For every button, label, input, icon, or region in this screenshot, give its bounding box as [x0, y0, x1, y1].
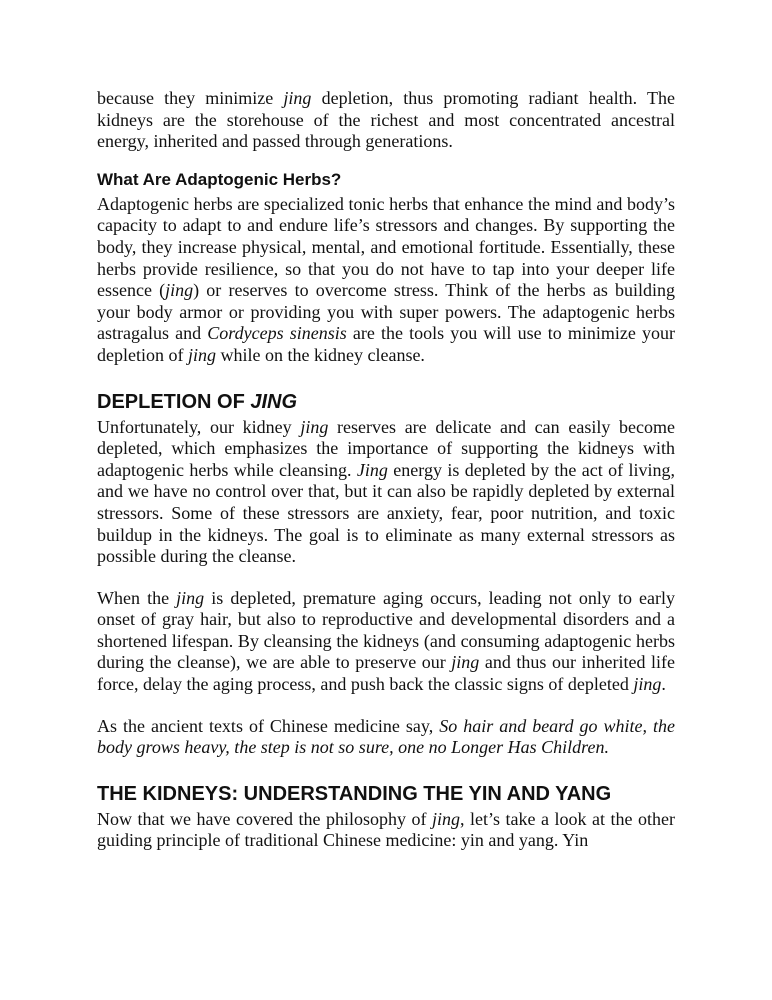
paragraph-yin-yang-intro: Now that we have covered the philosophy of jing, let’s take a look at the other guiding principle of traditional Chinese medicine: yin and yang. Yin — [97, 808, 675, 851]
heading-depletion-of-jing: DEPLETION OF JING — [97, 390, 298, 413]
paragraph-adaptogenic-herbs: Adaptogenic herbs are specialized tonic herbs that enhance the mind and body’s capacity to adapt to and endure life’s stressors and changes. By supporting the body, they increase physical, mental, and emotional fortitude. Essentially, these herbs provide resilience, so that you do not have to tap into your deeper life essence (jing) or reserves to overcome stress. Think of the herbs as building your body armor or providing you with super powers. The adaptogenic herbs astragalus and Cordyceps sinensis are the tools you will use to minimize your depletion of jing while on the kidney cleanse. — [97, 193, 675, 365]
page-body — [97, 88, 675, 852]
paragraph-premature-aging: When the jing is depleted, premature aging occurs, leading not only to early onset of gray hair, but also to reproductive and developmental disorders and a shortened lifespan. By cleansing the kidneys (and consuming adaptogenic herbs during the cleanse), we are able to preserve our jing and thus our inherited life force, delay the aging process, and push back the classic signs of depleted jing. — [97, 587, 676, 695]
heading-kidneys-yin-yang: THE KIDNEYS: UNDERSTANDING THE YIN AND YANG — [97, 782, 612, 805]
heading-adaptogenic-herbs: What Are Adaptogenic Herbs? — [97, 169, 342, 189]
paragraph-ancient-texts-quote: As the ancient texts of Chinese medicine say, So hair and beard go white, the body grows heavy, the step is not so sure, one no Longer Has Children. — [97, 715, 675, 758]
paragraph-jing-reserves: Unfortunately, our kidney jing reserves are delicate and can easily become depleted, which emphasizes the importance of supporting the kidneys with adaptogenic herbs while cleansing. Jing energy is depleted by the act of living, and we have no control over that, but it can also be rapidly depleted by external stressors. Some of these stressors are anxiety, fear, poor nutrition, and toxic buildup in the kidneys. The goal is to eliminate as many external stressors as possible during the cleanse. — [97, 416, 676, 567]
paragraph-jing-health: because they minimize jing depletion, thus promoting radiant health. The kidneys are the storehouse of the richest and most concentrated ancestral energy, inherited and passed through generations. — [97, 88, 675, 152]
